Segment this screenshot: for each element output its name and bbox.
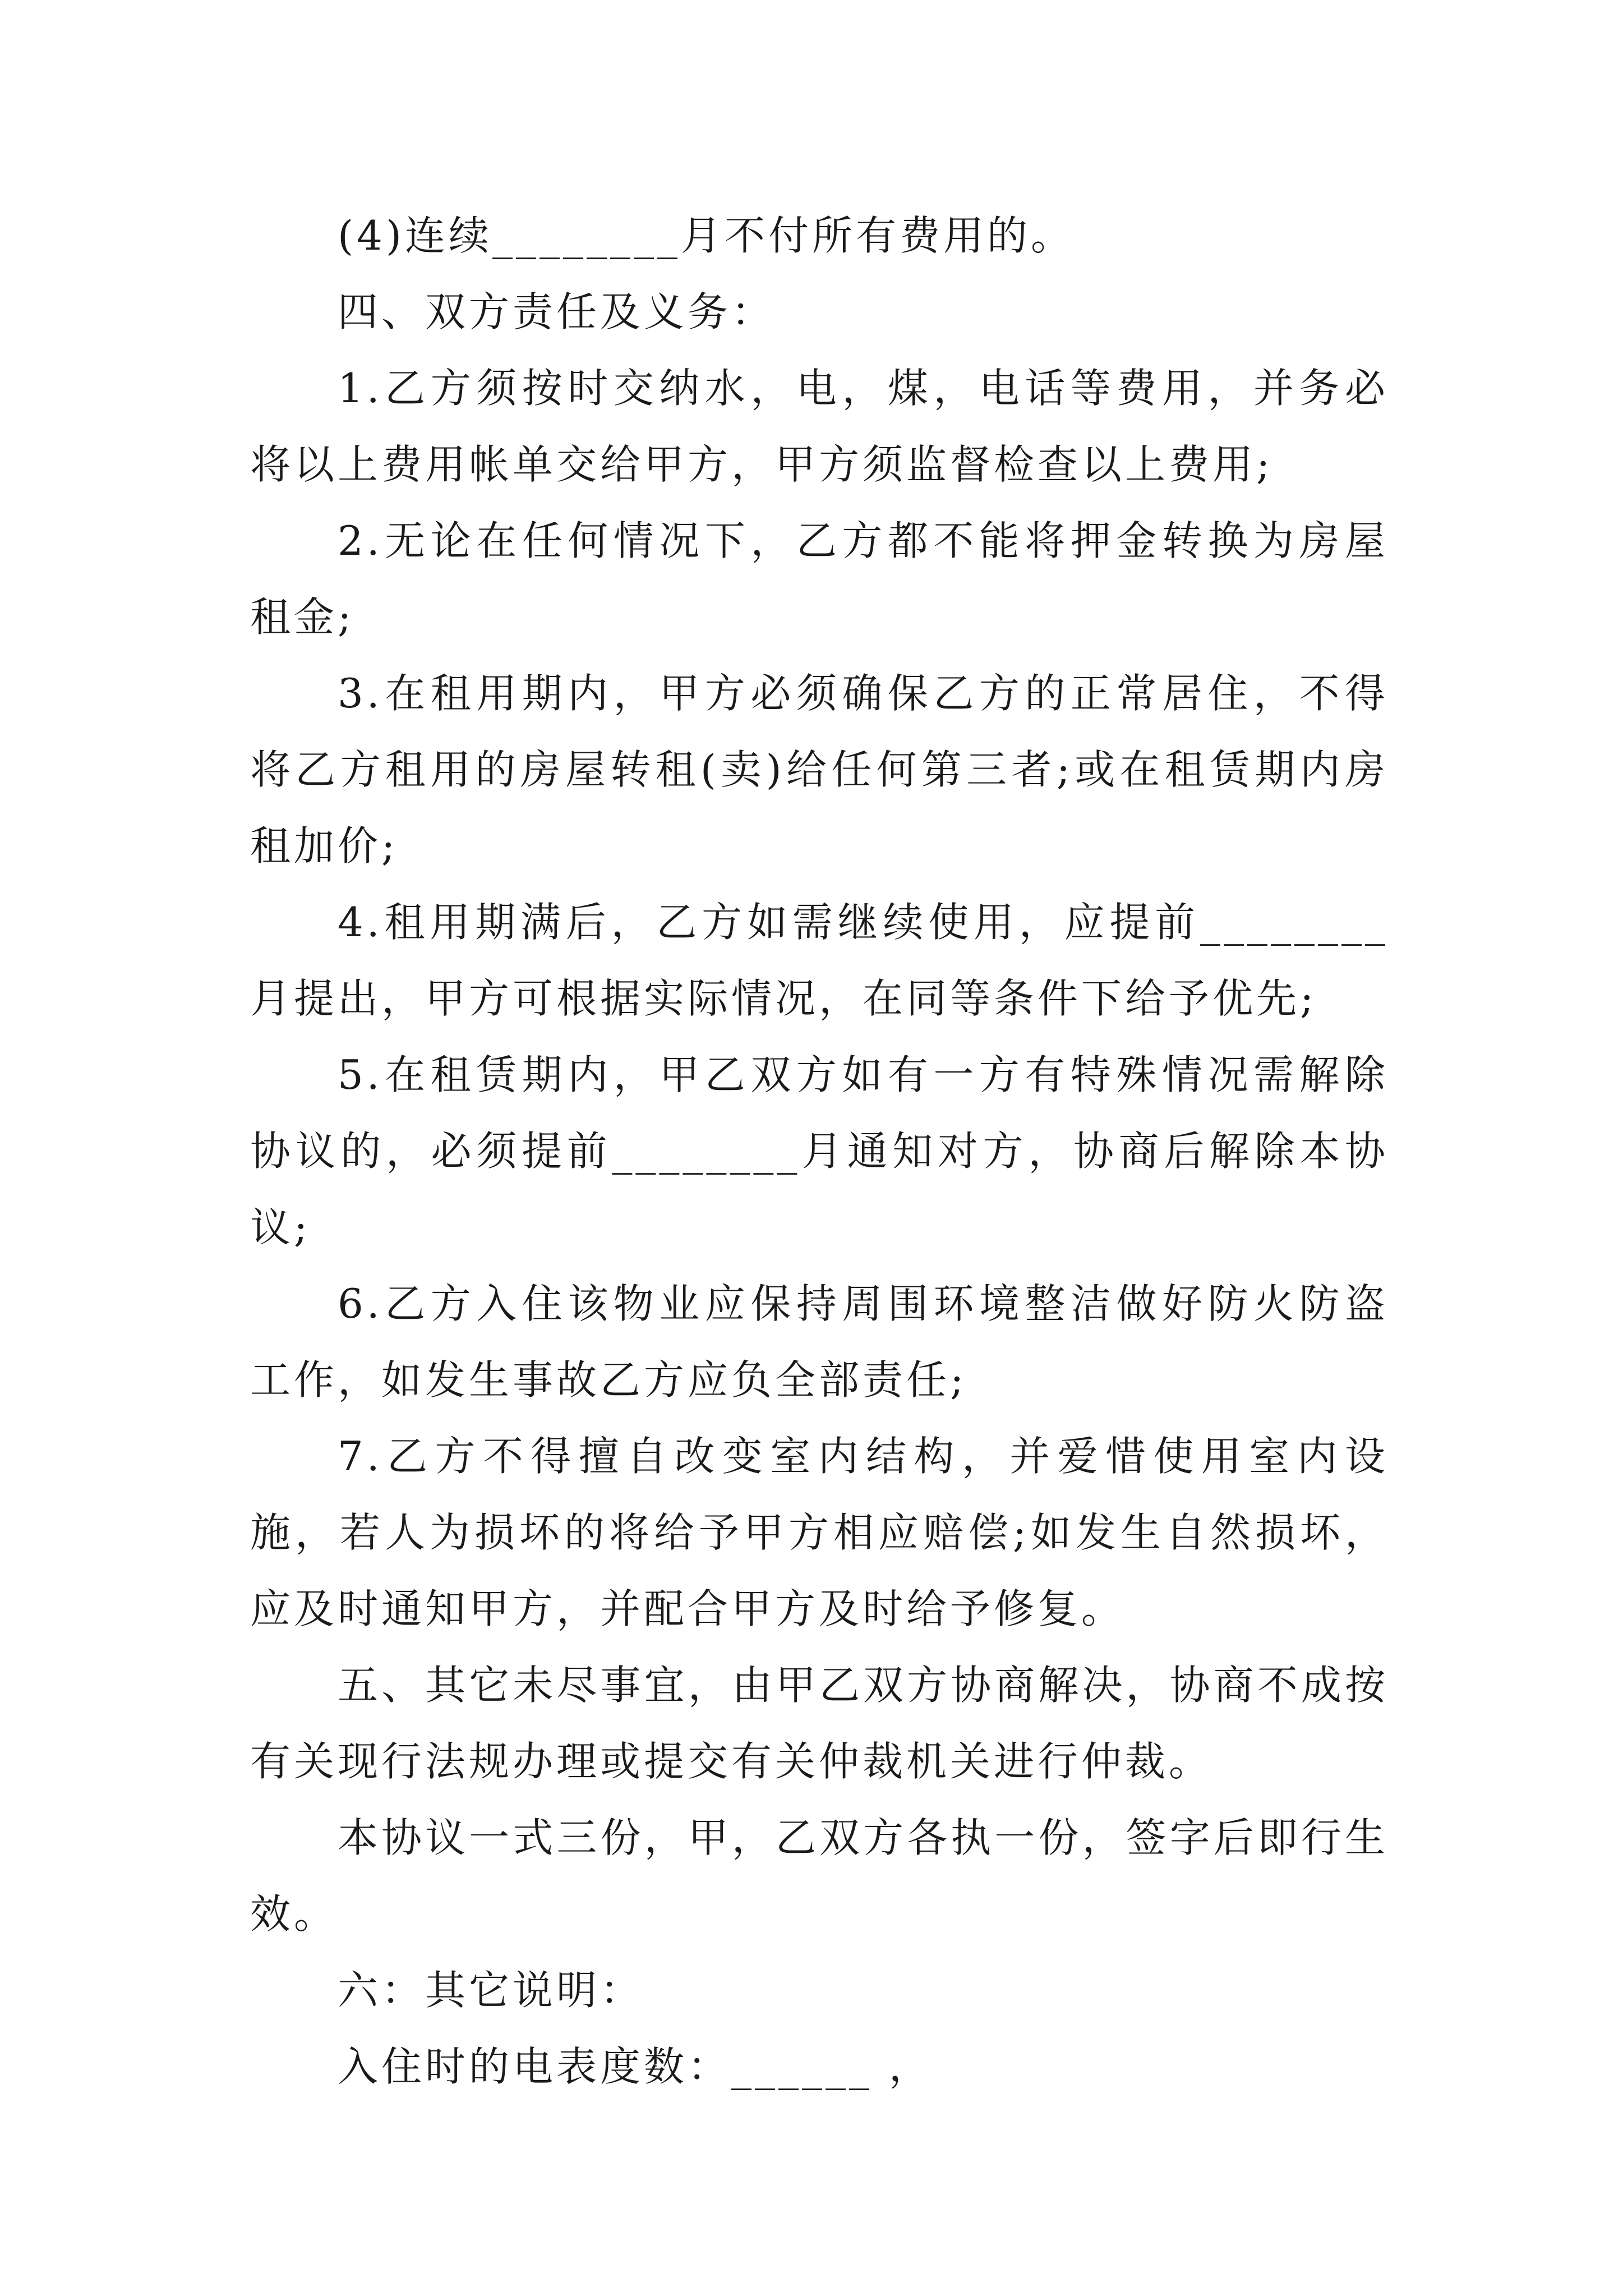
paragraph-clause-3: 3.在租用期内，甲方必须确保乙方的正常居住，不得将乙方租用的房屋转租(卖)给任何第三者;或在租赁期内房租加价;	[250, 670, 1389, 869]
paragraph-clause-6: 6.乙方入住该物业应保持周围环境整洁做好防火防盗工作，如发生事故乙方应负全部责任;	[250, 1280, 1389, 1404]
paragraph-clause-4: 4.租用期满后，乙方如需继续使用，应提前________月提出，甲方可根据实际情况，在同等条件下给予优先;	[250, 899, 1389, 1022]
paragraph-clause-5: 5.在租赁期内，甲乙双方如有一方有特殊情况需解除协议的，必须提前________月通知对方，协商后解除本协议;	[250, 1051, 1389, 1251]
paragraph-meter-reading: 入住时的电表度数：______ ，	[338, 2043, 933, 2090]
paragraph-clause-1: 1.乙方须按时交纳水，电，煤，电话等费用，并务必将以上费用帐单交给甲方，甲方须监督检查以上费用;	[250, 365, 1389, 488]
section-other-matters: 五、其它未尽事宜，由甲乙双方协商解决，协商不成按有关现行法规办理或提交有关仲裁机关进行仲裁。	[250, 1662, 1389, 1785]
paragraph-clause-7: 7.乙方不得擅自改变室内结构，并爱惜使用室内设施，若人为损坏的将给予甲方相应赔偿;如发生自然损坏，应及时通知甲方，并配合甲方及时给予修复。	[250, 1433, 1389, 1632]
paragraph-payment-default: (4)连续________月不付所有费用的。	[338, 212, 1075, 259]
document-body	[250, 197, 1389, 2105]
section-heading-other-notes: 六：其它说明：	[338, 1967, 644, 2014]
paragraph-clause-2: 2.无论在任何情况下，乙方都不能将押金转换为房屋租金;	[250, 517, 1389, 641]
section-heading-responsibilities: 四、双方责任及义务：	[338, 288, 776, 335]
paragraph-copies: 本协议一式三份，甲，乙双方各执一份，签字后即行生效。	[250, 1814, 1389, 1938]
